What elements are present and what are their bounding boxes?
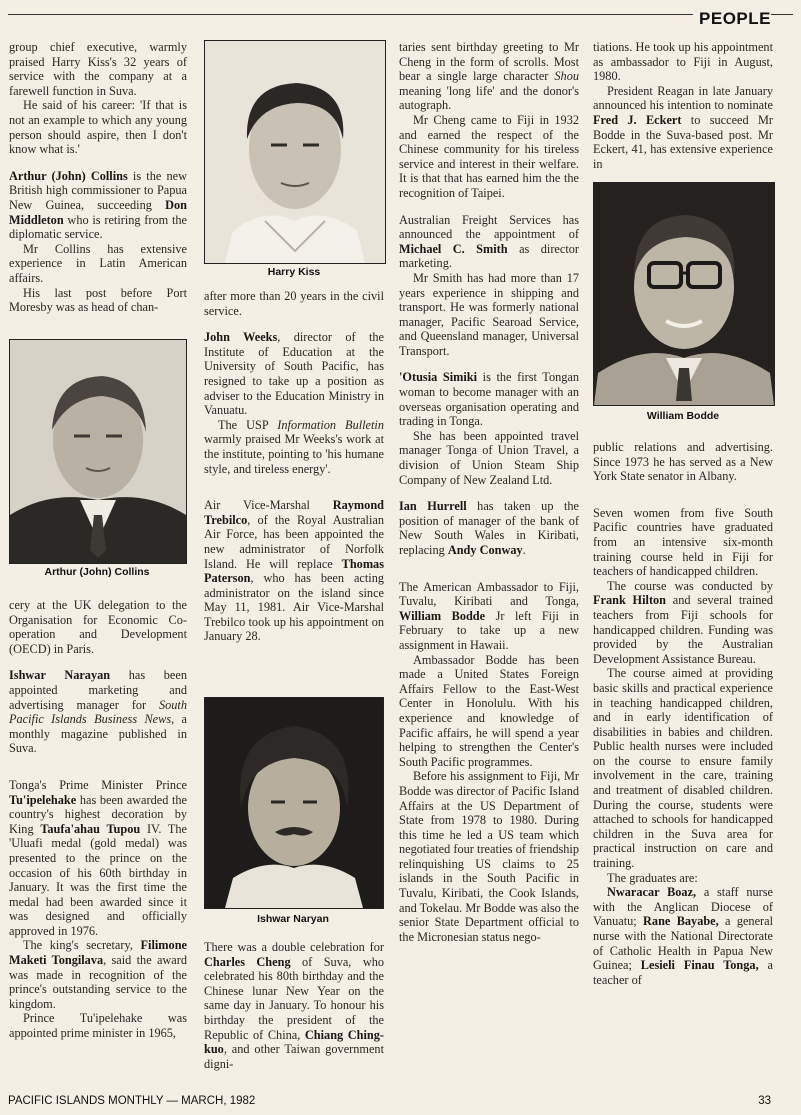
header-rule	[8, 14, 793, 15]
caption-william-bodde: William Bodde	[646, 410, 720, 422]
publication-line: PACIFIC ISLANDS MONTHLY — MARCH, 1982	[8, 1095, 256, 1107]
paragraph: The king's secretary, Filimone Maketi Tongilava, said the award was made in recognition of the prince's outstanding service to the kingdom.	[9, 938, 187, 1011]
person-name: Lesieli Finau Tonga,	[640, 958, 759, 973]
person-name: Fred J. Eckert	[593, 112, 682, 127]
column-4	[593, 40, 773, 171]
section-title: PEOPLE	[693, 9, 771, 29]
caption-arthur-collins: Arthur (John) Collins	[44, 566, 150, 578]
person-name: Filimone Maketi Tongilava	[9, 938, 187, 968]
paragraph: Ambassador Bodde has been made a United States Foreign Affairs Fellow to the East-West Center in Honolulu. With his experience and knowledge of Pacific affairs, he will spend a year helping to strengthen the Center's South Pacific programmes.	[399, 652, 579, 769]
person-name: William Bodde	[399, 608, 486, 623]
character-name: Shou	[554, 69, 579, 84]
page-number: 33	[758, 1095, 771, 1107]
paragraph: The USP Information Bulletin warmly praised Mr Weeks's work at the institute, pointing to 'his humane style, and tireless energy'.	[204, 417, 384, 476]
paragraph: The graduates are:	[607, 870, 698, 885]
person-name: Charles Cheng	[204, 954, 291, 969]
publication-title: Information Bulletin	[277, 417, 384, 432]
person-name: Ishwar Narayan	[9, 668, 111, 683]
paragraph: Mr Collins has extensive experience in Latin American affairs.	[9, 241, 187, 285]
person-name: Frank Hilton	[593, 593, 667, 608]
paragraph: The course was conducted by Frank Hilton and several trained teachers from Fiji schools for handicapped children. Funding was provided by the Australian Development Assistance Bureau.	[593, 578, 773, 666]
page-footer	[8, 1095, 771, 1107]
paragraph: He said of his career: 'If that is not an example to which any young person should aspire, then I don't know what is.'	[9, 98, 187, 157]
paragraph: Air Vice-Marshal Raymond Trebilco, of the Royal Australian Air Force, has been appointed the new administrator of Norfolk Island. He will replace Thomas Paterson, who has been acting administrator on the island since May 11, 1981. Air Vice-Marshal Trebilco took up his appointment on January 28.	[204, 498, 384, 644]
paragraph: The course aimed at providing basic skills and practical experience in teaching handicapped children, and in early identification of disabilities in babies and children. Public health nurses were included on the course to ensure family involvement in the care, training and treatment of disabled children. During the course, students were attached to schools for handicapped children in the Suva area for practical instruction on care and training.	[593, 666, 773, 871]
person-name: Andy Conway	[447, 543, 523, 557]
column-4-continued	[593, 440, 773, 987]
person-name: Thomas Paterson	[204, 556, 384, 586]
paragraph: Before his assignment to Fiji, Mr Bodde was director of Pacific Island Affairs at the US Department of State from 1978 to 1980. During this time he led a US team which negotiated four treaties of friendship relinquishing US claims to 25 islands in the South Pacific in Tuvalu, Kiribati, the Cook Islands, and Tokelau. Mr Bodde was also the senior State Department official to the Micronesian status nego-	[399, 769, 579, 944]
paragraph: tiations. He took up his appointment as ambassador to Fiji in August, 1980.	[593, 40, 773, 84]
photo-arthur-collins	[9, 339, 187, 564]
paragraph: Mr Smith has had more than 17 years experience in shipping and transport. He was formerly national manager, Pacific Searoad Service, and Queensland manager, Universal Transport.	[399, 270, 579, 358]
paragraph: President Reagan in late January announced his intention to nominate Fred J. Eckert to succeed Mr Bodde in the Suva-based post. Mr Eckert, 41, has extensive experience in	[593, 83, 773, 171]
publication-title: South Pacific Islands Business News	[9, 697, 187, 727]
paragraph: Australian Freight Services has announced the appointment of Michael C. Smith as director marketing.	[399, 212, 579, 271]
person-name: Ian Hurrell	[399, 499, 467, 514]
paragraph: She has been appointed travel manager Tonga of Union Travel, a division of Union Steam Ship Company of New Zealand Ltd.	[399, 428, 579, 487]
caption-ishwar-naryan: Ishwar Naryan	[257, 913, 329, 925]
person-name: Raymond Trebilco	[204, 498, 384, 527]
paragraph: after more than 20 years in the civil service.	[204, 289, 384, 318]
paragraph: cery at the UK delegation to the Organisation for Economic Co-operation and Development (OECD) in Paris.	[9, 598, 187, 656]
paragraph: Nwaracar Boaz, a staff nurse with the Anglican Diocese of Vanuatu; Rane Bayabe, a general nurse with the National Directorate of Catholic Health in Papua New Guinea; Lesieli Finau Tonga, a teacher of	[593, 885, 773, 987]
paragraph: Seven women from five South Pacific countries have graduated from an intensive six-month training course held in Fiji for teachers of handicapped children.	[593, 505, 773, 579]
paragraph: Mr Cheng came to Fiji in 1932 and earned the respect of the Chinese community for his tireless service and interest in their welfare. It is that that has earned him the the recognition of Taipei.	[399, 112, 579, 200]
paragraph: Ishwar Narayan has been appointed marketing and advertising manager for South Pacific Islands Business News, a monthly magazine published in Suva.	[9, 668, 187, 756]
person-name: Taufa'ahau Tupou	[40, 821, 141, 836]
person-name: Michael C. Smith	[399, 241, 508, 256]
paragraph: Arthur (John) Collins is the new British high commissioner to Papua New Guinea, succeeding Don Middleton who is retiring from the diplomatic service.	[9, 168, 187, 242]
column-3	[399, 40, 579, 944]
paragraph: taries sent birthday greeting to Mr Cheng in the form of scrolls. Most bear a single large character Shou meaning 'long life' and the donor's autograph.	[399, 40, 579, 113]
column-2-continued	[204, 940, 384, 1071]
column-1	[9, 40, 187, 315]
person-name: Tu'ipelehake	[9, 792, 77, 807]
paragraph: John Weeks, director of the Institute of Education at the University of South Pacific, has resigned to take up a position as adviser to the Education Ministry in Vanuatu.	[204, 330, 384, 418]
paragraph: Ian Hurrell has taken up the position of manager of the bank of New South Wales in Kiribati, replacing Andy Conway.	[399, 499, 579, 557]
paragraph: public relations and advertising. Since 1973 he has served as a New York State senator in Albany.	[593, 440, 773, 484]
photo-harry-kiss	[204, 40, 386, 264]
person-name: Chiang Ching-kuo	[204, 1027, 384, 1057]
column-2	[204, 289, 384, 644]
person-name: 'Otusia Simiki	[399, 370, 478, 385]
column-1-continued	[9, 598, 187, 1041]
paragraph: His last post before Port Moresby was as head of chan-	[9, 285, 187, 315]
photo-ishwar-naryan	[204, 697, 384, 909]
paragraph: group chief executive, warmly praised Harry Kiss's 32 years of service with the company at a farewell function in Suva.	[9, 40, 187, 98]
paragraph: 'Otusia Simiki is the first Tongan woman to become manager with an overseas organisation operating and trading in Tonga.	[399, 370, 579, 429]
photo-william-bodde	[593, 182, 775, 406]
paragraph: There was a double celebration for Charles Cheng of Suva, who celebrated his 80th birthday and the Chinese lunar New Year on the same day in January. To honour his birthday the president of the Republic of China, Chiang Ching-kuo, and other Taiwan government digni-	[204, 940, 384, 1071]
person-name: Nwaracar Boaz,	[607, 885, 697, 900]
paragraph: The American Ambassador to Fiji, Tuvalu, Kiribati and Tonga, William Bodde Jr left Fiji in February to take up a new assignment in Hawaii.	[399, 579, 579, 652]
person-name: Don Middleton	[9, 197, 187, 227]
person-name: Rane Bayabe,	[643, 914, 719, 929]
person-name: Arthur (John) Collins	[9, 168, 128, 183]
paragraph: Prince Tu'ipelehake was appointed prime minister in 1965,	[9, 1011, 187, 1041]
paragraph: Tonga's Prime Minister Prince Tu'ipelehake has been awarded the country's highest decoration by King Taufa'ahau Tupou IV. The 'Uluafi medal (gold medal) was presented to the prince on the occasion of his 60th birthday in January. It was the first time the medal had been awarded since it was designed and officially approved in 1976.	[9, 777, 188, 938]
person-name: John Weeks	[204, 330, 278, 345]
caption-harry-kiss: Harry Kiss	[267, 266, 321, 278]
